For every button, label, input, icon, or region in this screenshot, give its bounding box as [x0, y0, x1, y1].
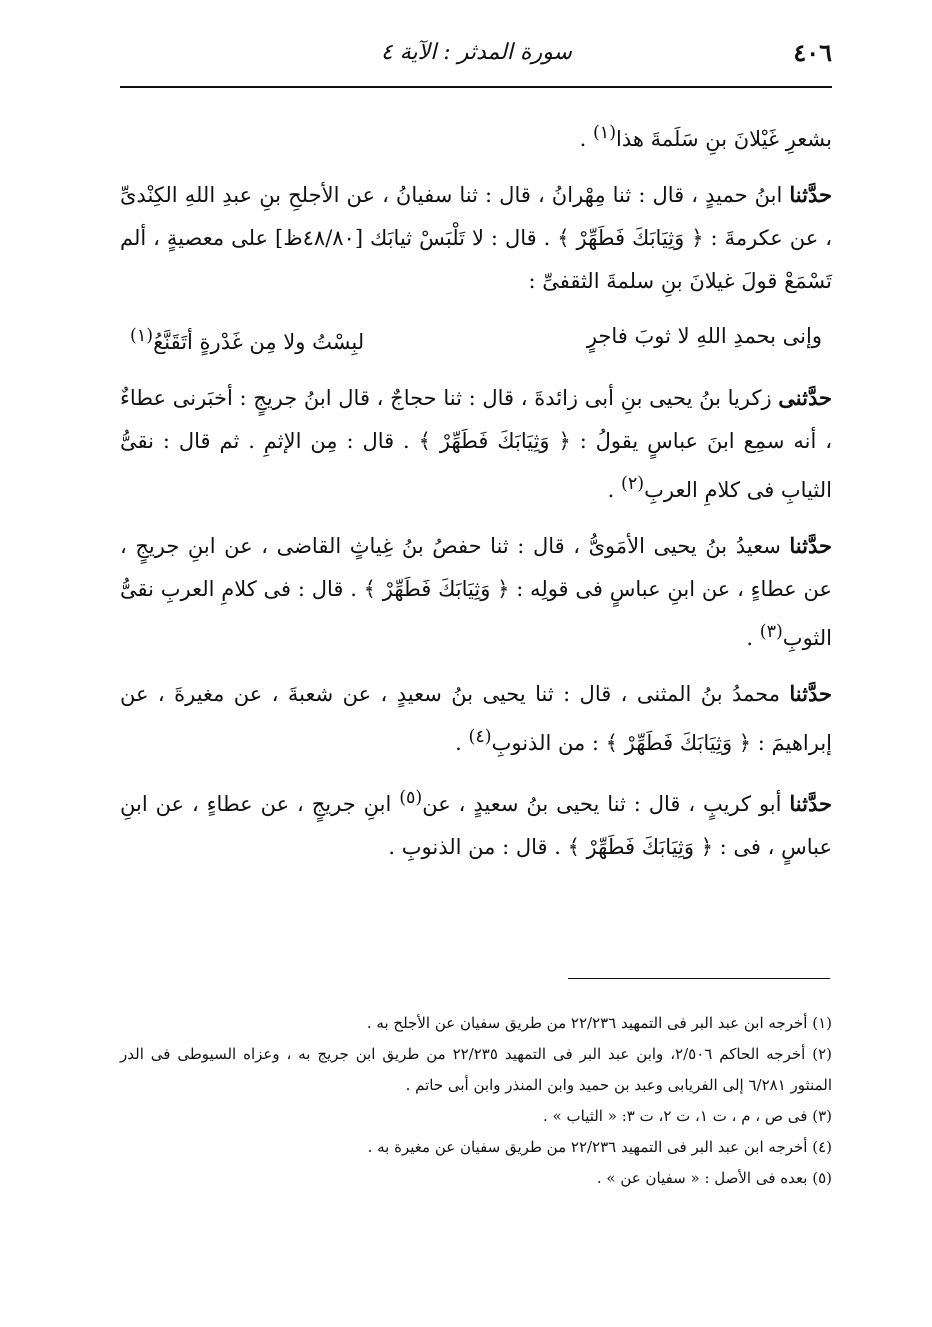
footnote-ref: (١) [130, 326, 154, 346]
main-text [120, 112, 832, 881]
footnote-ref: (٤) [468, 727, 492, 747]
quran-quote: ﴿ وَثِيَابَكَ فَطَهِّرْ ﴾ [567, 835, 713, 859]
page-number: ٤٠٦ [793, 38, 832, 67]
paragraph: حدَّثنا أبو كريبٍ ، قال : ثنا يحيى بنُ سعيدٍ ، عن$^{(٥)}$ ابنِ جريجٍ ، عن عطاءٍ ، عن ابنِ عباسٍ ، فى : ﴿ وَثِيَابَكَ فَطَهِّرْ ﴾ . قال : من الذنوبِ . [120, 788, 832, 859]
quran-quote: ﴿ وَثِيَابَكَ فَطَهِّرْ ﴾ [363, 577, 510, 601]
quran-quote: ﴿ وَثِيَابَكَ فَطَهِّرْ ﴾ [418, 429, 571, 453]
footnote: (٣) فى ص ، م ، ت ١، ت ٢، ت ٣: « الثياب » . [543, 1107, 832, 1125]
footnote-ref: (٣) [759, 622, 783, 642]
page-header [120, 36, 832, 86]
isnad-lead: حدَّثنى [778, 385, 832, 410]
quran-quote: ﴿ وَثِيَابَكَ فَطَهِّرْ ﴾ [557, 226, 704, 250]
footnote-rule [568, 978, 830, 979]
footnote: (١) أخرجه ابن عبد البر فى التمهيد ٢٢/٢٣٦ من طريق سفيان عن الأجلح به . [366, 1014, 832, 1032]
isnad-lead: حدَّثنا [789, 791, 832, 816]
isnad-lead: حدَّثنا [789, 533, 832, 558]
footnote-ref: (٥) [399, 788, 423, 808]
paragraph: حدَّثنا سعيدُ بنُ يحيى الأمَوىُّ ، قال : ثنا حفصُ بنُ غِياثٍ القاضى ، عن ابنِ جريجٍ ، عن عطاءٍ ، عن ابنِ عباسٍ فى قولِه : ﴿ وَثِيَابَكَ فَطَهِّرْ ﴾ . قال : فى كلامِ العربِ نقىُّ الثوبِ$^{(٣)}$ . [120, 533, 832, 650]
paragraph: حدَّثنا محمدُ بنُ المثنى ، قال : ثنا يحيى بنُ سعيدٍ ، عن شعبةَ ، عن مغيرةَ ، عن إبراهيمَ : ﴿ وَثِيَابَكَ فَطَهِّرْ ﴾ : من الذنوبِ$^{(٤)}$ . [120, 681, 832, 755]
running-title: سورة المدثر : الآية ٤ [380, 40, 572, 65]
header-rule [120, 86, 832, 88]
verse-second-hemistich: لبِسْتُ ولا مِن غَدْرةٍ أتَقَنَّعُ$^{(١)}$ [130, 326, 365, 354]
footnotes [120, 1008, 832, 1194]
quran-quote: ﴿ وَثِيَابَكَ فَطَهِّرْ ﴾ [605, 731, 752, 755]
footnote-ref: (٢) [621, 474, 645, 494]
footnote: (٤) أخرجه ابن عبد البر فى التمهيد ٢٢/٢٣٦ من طريق سفيان عن مغيرة به . [367, 1138, 832, 1156]
poetry-verse [120, 315, 832, 364]
footnote-ref: (١) [592, 123, 617, 143]
verse-first-hemistich: وإنى بحمدِ اللهِ لا ثوبَ فاجرٍ [586, 324, 822, 348]
isnad-lead: حدَّثنا [789, 681, 832, 706]
paragraph: حدَّثنا ابنُ حميدٍ ، قال : ثنا مِهْرانُ ، قال : ثنا سفيانُ ، عن الأجلحِ بنِ عبدِ اللهِ الكِنْدىِّ ، عن عكرمةَ : ﴿ وَثِيَابَكَ فَطَهِّرْ ﴾ . قال : لا تَلْبَسْ ثيابَك [٤٨/٨٠ظ] على معصيةٍ ، ألم تَسْمَعْ قولَ غيلانَ بنِ سلمةَ الثقفىِّ : [120, 182, 833, 293]
paragraph: حدَّثنى زكريا بنُ يحيى بنِ أبى زائدةَ ، قال : ثنا حجاجٌ ، قال ابنُ جريجٍ : أخبَرنى عطاءٌ ، أنه سمِع ابنَ عباسٍ يقولُ : ﴿ وَثِيَابَكَ فَطَهِّرْ ﴾ . قال : مِن الإثمِ . ثم قال : نقىُّ الثيابِ فى كلامِ العربِ$^{(٢)}$ . [120, 385, 832, 502]
isnad-lead: حدَّثنا [789, 182, 832, 207]
paragraph: بشعرِ غَيْلانَ بنِ سَلَمةَ هذا$^{(١)}$ . [579, 123, 832, 151]
footnote: (٥) بعده فى الأصل : « سفيان عن » . [596, 1169, 832, 1187]
footnote: (٢) أخرجه الحاكم ٢/٥٠٦، وابن عبد البر فى التمهيد ٢٢/٢٣٥ من طريق ابن جريج به ، وعزاه السيوطى فى الدر المنثور ٦/٢٨١ إلى الفريابى وعبد بن حميد وابن المنذر وابن أبى حاتم . [120, 1045, 832, 1094]
